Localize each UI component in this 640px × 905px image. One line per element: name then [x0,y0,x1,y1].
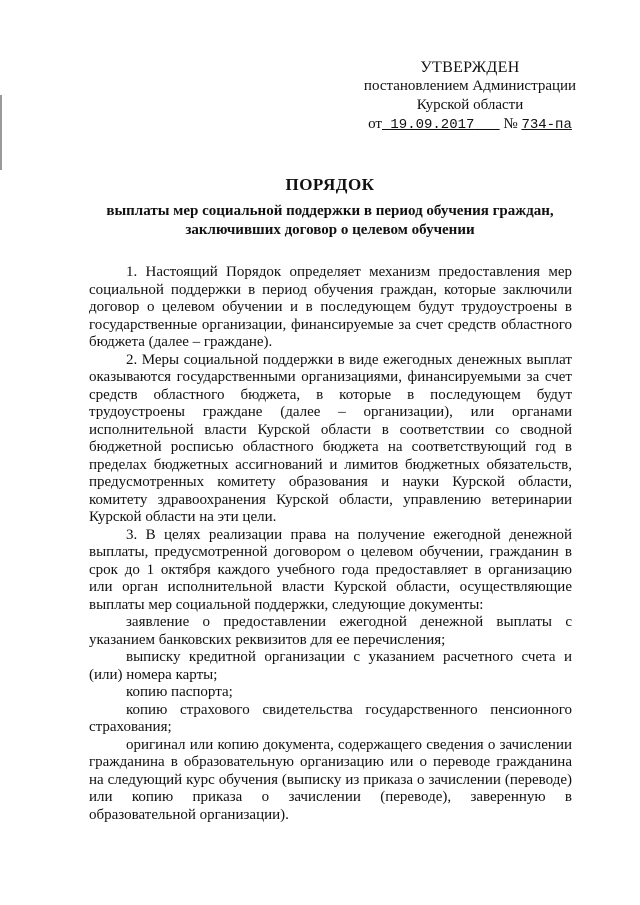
approval-date [382,117,500,133]
from-label: от [368,116,382,132]
paragraph-1: 1. Настоящий Порядок определяет механизм предоставления мер социальной поддержки в период обучения граждан, которые заключили договор о целевом обучении и в последующем будут трудоустроены в государственные организации, финансируемые за счет средств областного бюджета (далее – граждане). [89,264,572,350]
approval-line-1: постановлением Администрации [363,78,577,94]
list-item-insurance-certificate: копию страхового свидетельства государственного пенсионного страхования; [89,701,572,735]
list-item-bank-statement: выписку кредитной организации с указанием расчетного счета и (или) номера карты; [89,649,572,683]
scan-edge-line [0,95,2,170]
approval-title: УТВЕРЖДЕН [420,59,520,76]
document-body [89,264,572,824]
approval-order-line [340,115,600,135]
approval-block [340,58,600,135]
document-subtitle: выплаты мер социальной поддержки в период обучения граждан, заключивших договор о целевом обучении [106,203,554,238]
document-heading [80,175,580,240]
paragraph-2: 2. Меры социальной поддержки в виде ежегодных денежных выплат оказываются государственными организациями, финансируемыми за счет средств областного бюджета, в которые в последующем будут трудоустроены граждане (далее – организации), или органами исполнительной власти Курской области в соответствии со сводной бюджетной росписью областного бюджета на соответствующий год в пределах бюджетных ассигнований и лимитов бюджетных обязательств, предусмотренных комитету образования и науки Курской области, комитету здравоохранения Курской области, управлению ветеринарии Курской области на эти цели. [89,351,572,525]
number-label: № [503,116,518,132]
list-item-passport: копию паспорта; [126,684,233,700]
list-item-enrollment-document: оригинал или копию документа, содержащего сведения о зачислении гражданина в образовательную организацию или о переводе гражданина на следующий курс обучения (выписку из приказа о зачислении (переводе) или копию приказа о зачислении (переводе), заверенную в образовательной организации). [89,736,572,823]
list-item-application: заявление о предоставлении ежегодной денежной выплаты с указанием банковских реквизитов для ее перечисления; [89,614,572,648]
approval-date-value: 19.09.2017 [390,117,475,133]
paragraph-3: 3. В целях реализации права на получение ежегодной денежной выплаты, предусмотренной договором о целевом обучении, гражданин в срок до 1 октября каждого учебного года предоставляет в организацию или орган исполнительной власти Курской области, осуществляющие выплаты мер социальной поддержки, следующие документы: [89,526,572,613]
approval-number: 734-па [521,117,572,133]
document-title: ПОРЯДОК [285,175,375,194]
approval-line-2: Курской области [416,97,524,113]
